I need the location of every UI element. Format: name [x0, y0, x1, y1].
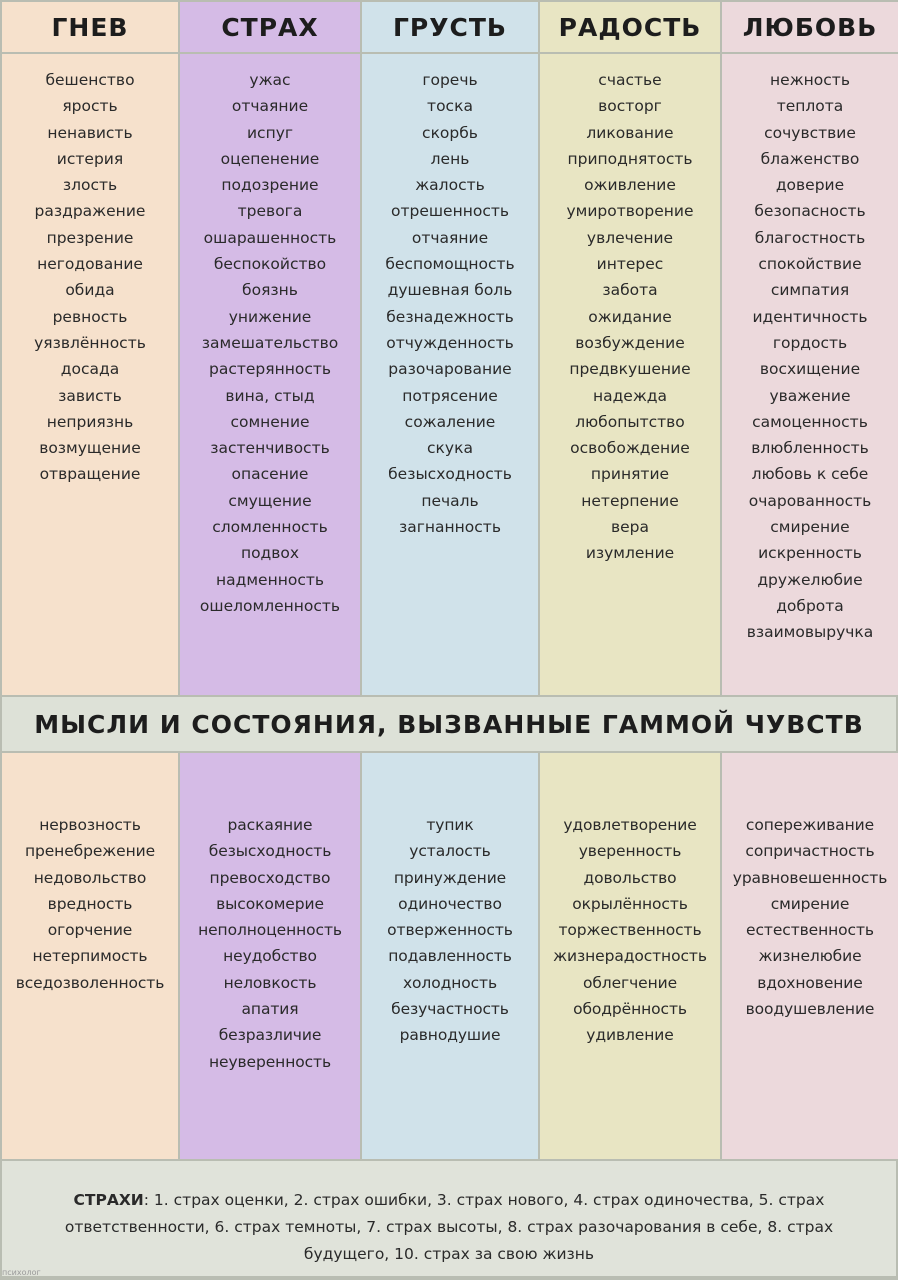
word-item: неполноценность — [198, 921, 342, 940]
word-item: интерес — [596, 255, 664, 274]
word-item: смущение — [228, 491, 312, 510]
word-item: боязнь — [242, 281, 298, 300]
word-item: благостность — [754, 228, 866, 247]
word-item: отчаяние — [231, 97, 309, 116]
states-column-sadness — [362, 753, 538, 1159]
word-item: апатия — [241, 1000, 299, 1019]
states-column-anger — [2, 753, 178, 1159]
header-fear: СТРАХ — [180, 2, 360, 52]
word-item: замешательство — [201, 333, 339, 352]
fears-list: : 1. страх оценки, 2. страх ошибки, 3. страх нового, 4. страх одиночества, 5. страх ответственности, 6. страх темноты, 7. страх высоты, 8. страх разочарования в себе, 8. страх будущего, 10. страх за свою жизнь — [64, 1191, 834, 1263]
word-item: душевная боль — [387, 281, 513, 300]
word-item: ужас — [249, 71, 291, 89]
word-item: сожаление — [404, 412, 496, 431]
word-item: уязвлённость — [34, 333, 146, 352]
word-item: раскаяние — [227, 816, 313, 834]
header-love: ЛЮБОВЬ — [722, 2, 898, 52]
word-item: неуверенность — [208, 1052, 332, 1071]
word-item: любовь к себе — [751, 465, 869, 484]
word-item: блаженство — [760, 149, 860, 168]
word-item: естественность — [746, 921, 874, 940]
word-item: вседозволенность — [15, 973, 165, 992]
word-item: пренебрежение — [24, 842, 156, 861]
word-item: очарованность — [748, 491, 872, 510]
word-item: теплота — [776, 97, 844, 116]
word-item: равнодушие — [399, 1026, 501, 1045]
word-item: растерянность — [208, 360, 332, 379]
word-item: облегчение — [582, 973, 678, 992]
word-item: огорчение — [47, 921, 133, 940]
word-item: усталость — [409, 842, 491, 861]
word-item: уважение — [769, 386, 851, 405]
word-item: отрешенность — [390, 202, 510, 221]
word-item: окрылённость — [572, 894, 688, 913]
word-item: вредность — [47, 894, 133, 913]
word-item: надежда — [592, 386, 668, 405]
word-item: удивление — [586, 1026, 674, 1045]
word-item: уравновешенность — [732, 868, 888, 887]
word-item: застенчивость — [210, 439, 330, 458]
word-item: злость — [62, 176, 118, 195]
word-item: бешенство — [45, 71, 135, 89]
word-item: надменность — [215, 570, 324, 589]
word-item: одиночество — [398, 894, 502, 913]
word-item: безнадежность — [386, 307, 514, 326]
word-item: отчужденность — [386, 333, 514, 352]
word-item: потрясение — [402, 386, 498, 405]
word-item: безысходность — [388, 465, 512, 484]
word-item: зависть — [58, 386, 122, 405]
emotions-column-fear — [180, 54, 360, 695]
word-item: восторг — [598, 97, 662, 116]
word-item: вера — [610, 518, 649, 537]
word-item: нервозность — [39, 816, 141, 834]
word-item: нетерпимость — [32, 947, 148, 966]
word-item: нежность — [770, 71, 850, 89]
word-item: довольство — [583, 868, 677, 887]
word-item: презрение — [46, 228, 134, 247]
word-item: досада — [60, 360, 120, 379]
word-item: разочарование — [388, 360, 512, 379]
word-item: оживление — [584, 176, 676, 195]
word-item: обида — [65, 281, 115, 300]
word-item: тоска — [427, 97, 473, 116]
word-item: подозрение — [221, 176, 319, 195]
word-item: холодность — [402, 973, 498, 992]
word-item: ободрённость — [573, 1000, 687, 1019]
word-item: отвращение — [39, 465, 141, 484]
emotions-column-joy — [540, 54, 720, 695]
word-item: безразличие — [218, 1026, 322, 1045]
word-item: отверженность — [387, 921, 513, 940]
word-item: гордость — [772, 333, 848, 352]
word-item: жизнелюбие — [758, 947, 862, 966]
word-item: забота — [602, 281, 658, 300]
watermark: психолог — [2, 1268, 41, 1277]
word-item: жалость — [415, 176, 485, 195]
emotions-column-anger — [2, 54, 178, 695]
word-item: смирение — [770, 894, 850, 913]
word-item: печаль — [421, 491, 479, 510]
word-item: жизнерадостность — [553, 947, 707, 966]
word-item: сломленность — [212, 518, 328, 537]
word-item: ненависть — [47, 123, 133, 142]
word-item: влюбленность — [751, 439, 869, 458]
word-item: сомнение — [230, 412, 310, 431]
word-item: ошарашенность — [203, 228, 337, 247]
states-column-fear — [180, 753, 360, 1159]
word-item: ожидание — [588, 307, 672, 326]
section-title: МЫСЛИ И СОСТОЯНИЯ, ВЫЗВАННЫЕ ГАММОЙ ЧУВСТВ — [2, 697, 896, 751]
word-item: неудобство — [223, 947, 317, 966]
word-item: принуждение — [393, 868, 507, 887]
word-item: тревога — [237, 202, 303, 221]
word-item: оцепенение — [220, 149, 320, 168]
word-item: безучастность — [391, 1000, 509, 1019]
word-item: удовлетворение — [563, 816, 697, 834]
word-item: ошеломленность — [199, 596, 341, 615]
fears-footer — [2, 1161, 896, 1276]
header-sadness: ГРУСТЬ — [362, 2, 538, 52]
word-item: загнанность — [399, 518, 501, 537]
word-item: лень — [430, 149, 470, 168]
word-item: принятие — [590, 465, 670, 484]
word-item: доверие — [775, 176, 845, 195]
word-item: изумление — [585, 544, 675, 563]
header-anger: ГНЕВ — [2, 2, 178, 52]
word-item: самоценность — [752, 412, 868, 431]
word-item: торжественность — [558, 921, 702, 940]
word-item: искренность — [758, 544, 862, 563]
word-item: освобождение — [570, 439, 690, 458]
word-item: тупик — [426, 816, 474, 834]
fears-label: СТРАХИ — [73, 1191, 144, 1209]
word-item: счастье — [598, 71, 662, 89]
word-item: беспокойство — [213, 255, 327, 274]
word-item: уверенность — [578, 842, 682, 861]
word-item: скука — [427, 439, 473, 458]
word-item: нетерпение — [581, 491, 679, 510]
word-item: горечь — [422, 71, 478, 89]
word-item: сочувствие — [764, 123, 856, 142]
word-item: возбуждение — [575, 333, 685, 352]
emotions-row — [2, 54, 896, 695]
emotions-column-sadness — [362, 54, 538, 695]
word-item: сопереживание — [745, 816, 875, 834]
word-item: скорбь — [422, 123, 478, 142]
word-item: ликование — [586, 123, 674, 142]
word-item: смирение — [770, 518, 850, 537]
word-item: спокойствие — [758, 255, 862, 274]
word-item: неловкость — [223, 973, 317, 992]
word-item: восхищение — [759, 360, 861, 379]
word-item: превосходство — [209, 868, 331, 887]
word-item: подвох — [240, 544, 300, 563]
word-item: сопричастность — [745, 842, 875, 861]
word-item: истерия — [56, 149, 124, 168]
word-item: ревность — [52, 307, 128, 326]
word-item: симпатия — [770, 281, 850, 300]
states-row — [2, 753, 896, 1159]
word-item: воодушевление — [745, 1000, 875, 1019]
word-item: доброта — [776, 596, 844, 615]
word-item: недовольство — [33, 868, 147, 887]
word-item: негодование — [37, 255, 143, 274]
states-column-love — [722, 753, 898, 1159]
word-item: высокомерие — [216, 894, 324, 913]
header-row — [2, 2, 896, 52]
word-item: унижение — [228, 307, 312, 326]
states-column-joy — [540, 753, 720, 1159]
word-item: любопытство — [575, 412, 685, 431]
word-item: безопасность — [754, 202, 866, 221]
word-item: дружелюбие — [757, 570, 863, 589]
word-item: безысходность — [208, 842, 332, 861]
word-item: вина, стыд — [225, 386, 315, 405]
word-item: раздражение — [34, 202, 146, 221]
word-item: беспомощность — [385, 255, 515, 274]
word-item: умиротворение — [566, 202, 694, 221]
word-item: неприязнь — [46, 412, 134, 431]
word-item: подавленность — [388, 947, 512, 966]
word-item: идентичность — [752, 307, 868, 326]
word-item: увлечение — [586, 228, 674, 247]
emotions-column-love — [722, 54, 898, 695]
word-item: испуг — [246, 123, 294, 142]
word-item: ярость — [62, 97, 118, 116]
header-joy: РАДОСТЬ — [540, 2, 720, 52]
word-item: опасение — [231, 465, 309, 484]
word-item: отчаяние — [411, 228, 489, 247]
word-item: взаимовыручка — [746, 623, 874, 642]
word-item: предвкушение — [569, 360, 691, 379]
word-item: вдохновение — [757, 973, 863, 992]
word-item: возмущение — [39, 439, 141, 458]
word-item: приподнятость — [567, 149, 693, 168]
